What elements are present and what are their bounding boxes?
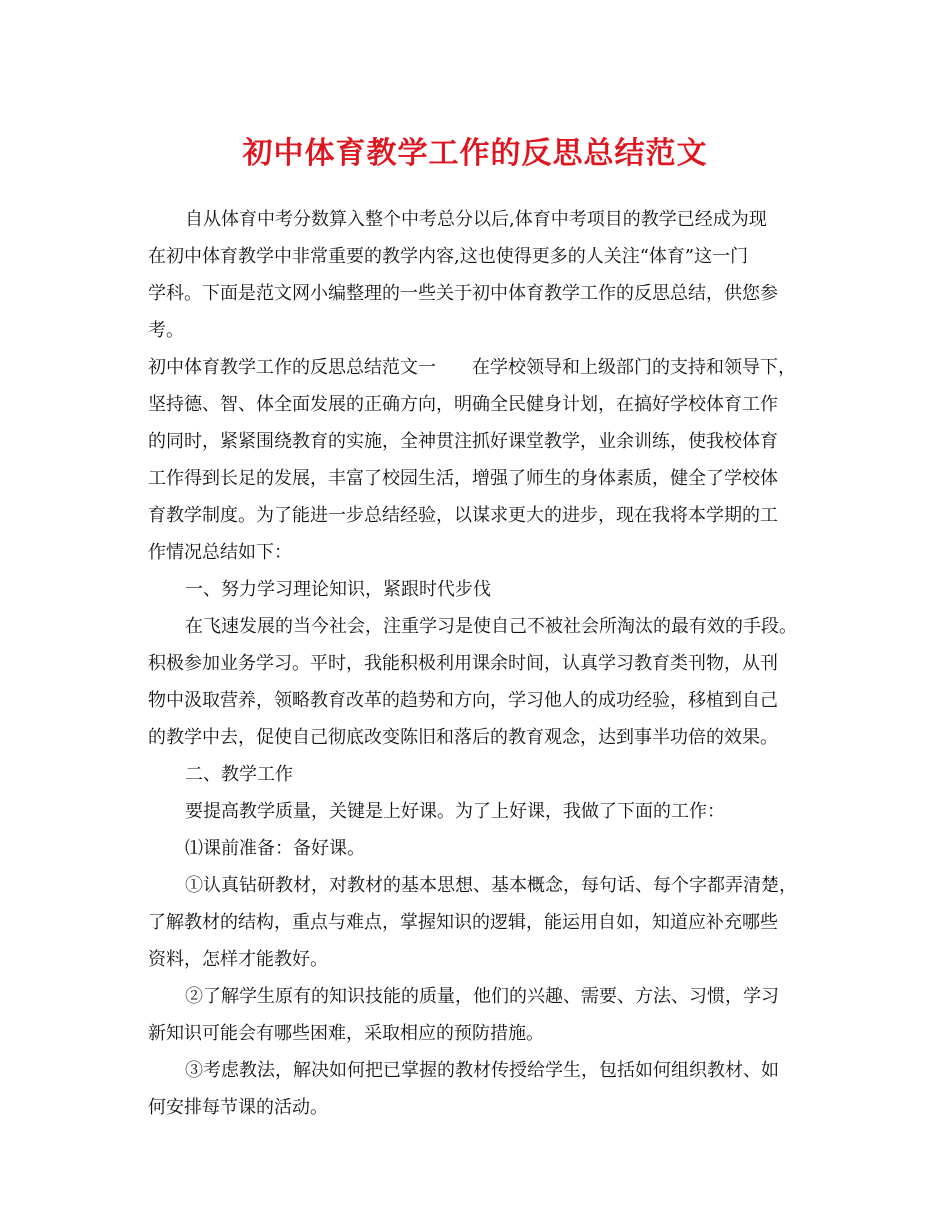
body-line: ③考虑教法，解决如何把已掌握的教材传授给学生，包括如何组织教材、如 [185,1060,779,1081]
body-line: 作情况总结如下： [148,542,292,563]
body-line: 初中体育教学工作的反思总结范文一 在学校领导和上级部门的支持和领导下， [148,357,796,378]
body-line: 新知识可能会有哪些困难，采取相应的预防措施。 [148,1023,544,1044]
body-line: 的教学中去，促使自己彻底改变陈旧和落后的教育观念，达到事半功倍的效果。 [148,727,778,748]
body-line: 育教学制度。为了能进一步总结经验，以谋求更大的进步，现在我将本学期的工 [148,505,778,526]
body-line: 坚持德、智、体全面发展的正确方向，明确全民健身计划，在搞好学校体育工作 [148,394,778,415]
body-line: ①认真钻研教材，对教材的基本思想、基本概念，每句话、每个字都弄清楚， [185,875,797,896]
body-line: 在飞速发展的当今社会，注重学习是使自己不被社会所淘汰的最有效的手段。 [185,616,797,637]
body-line: ⑴课前准备：备好课。 [185,838,365,859]
body-line: 工作得到长足的发展，丰富了校园生活，增强了师生的身体素质，健全了学校体 [148,468,778,489]
body-line: ②了解学生原有的知识技能的质量，他们的兴趣、需要、方法、习惯，学习 [185,986,779,1007]
body-line: 自从体育中考分数算入整个中考总分以后,体育中考项目的教学已经成为现 [185,209,767,230]
body-line: 在初中体育教学中非常重要的教学内容,这也使得更多的人关注“体育”这一门 [148,246,749,267]
section-heading: 一、努力学习理论知识，紧跟时代步伐 [185,579,491,600]
document-title: 初中体育教学工作的反思总结范文 [242,136,708,171]
body-line: 的同时，紧紧围绕教育的实施，全神贯注抓好课堂教学，业余训练，使我校体育 [148,431,778,452]
body-line: 考。 [148,320,184,341]
body-line: 学科。下面是范文网小编整理的一些关于初中体育教学工作的反思总结，供您参 [148,283,778,304]
body-line: 物中汲取营养，领略教育改革的趋势和方向，学习他人的成功经验，移植到自己 [148,690,778,711]
body-line: 何安排每节课的活动。 [148,1097,328,1118]
body-line: 要提高教学质量，关键是上好课。为了上好课，我做了下面的工作： [185,801,725,822]
body-line: 资料，怎样才能教好。 [148,949,328,970]
body-line: 了解教材的结构，重点与难点，掌握知识的逻辑，能运用自如，知道应补充哪些 [148,912,778,933]
body-line: 积极参加业务学习。平时，我能积极利用课余时间，认真学习教育类刊物，从刊 [148,653,778,674]
section-heading: 二、教学工作 [185,764,293,785]
